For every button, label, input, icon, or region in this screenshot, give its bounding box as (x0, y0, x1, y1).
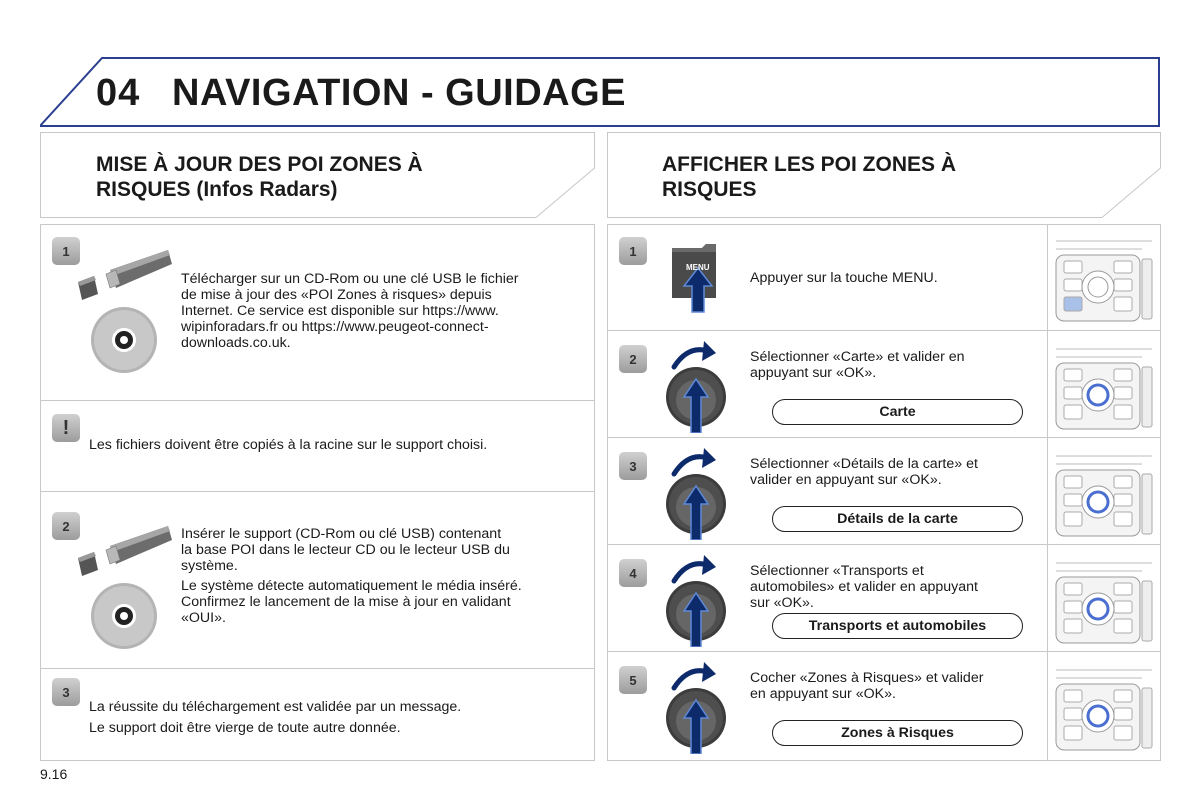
right-section-title: AFFICHER LES POI ZONES À RISQUES (662, 153, 957, 201)
divider (40, 400, 595, 401)
cd-rom-icon (90, 306, 158, 374)
chapter-title: NAVIGATION - GUIDAGE (172, 72, 627, 114)
page-number: 9.16 (40, 766, 68, 782)
control-panel-icon (1052, 444, 1158, 542)
divider (607, 437, 1161, 438)
menu-option-button[interactable]: Détails de la carte (772, 506, 1023, 532)
step-badge: 3 (52, 678, 80, 706)
step-badge: 5 (619, 666, 647, 694)
usb-stick-icon (76, 520, 176, 578)
step3-text-line2: Le support doit être vierge de toute autre donnée. (89, 720, 401, 736)
control-panel-icon (1052, 551, 1158, 649)
divider (607, 330, 1161, 331)
rotary-knob-icon (664, 444, 732, 540)
menu-option-button[interactable]: Carte (772, 399, 1023, 425)
divider (40, 668, 595, 669)
left-section-header (40, 132, 595, 218)
step3-text-line1: La réussite du téléchargement est validée par un message. (89, 699, 462, 715)
menu-option-button[interactable]: Transports et automobiles (772, 613, 1023, 639)
step-badge: 2 (619, 345, 647, 373)
right-step4-text: Sélectionner «Transports et automobiles» et valider en appuyant sur «OK». (750, 563, 978, 611)
step-badge: 1 (52, 237, 80, 265)
step1-text: Télécharger sur un CD-Rom ou une clé USB le fichier de mise à jour des «POI Zones à risques» depuis Internet. Ce service est disponible sur https://www. wipinforadars.fr ou https://www.peugeot-connect- downloads.co.uk. (181, 271, 519, 351)
step-badge: 4 (619, 559, 647, 587)
control-panel-icon (1052, 658, 1158, 756)
chapter-number: 04 (96, 72, 141, 114)
rotary-knob-icon (664, 337, 732, 433)
step2-text: Insérer le support (CD-Rom ou clé USB) contenant la base POI dans le lecteur CD ou le lecteur USB du système. Le système détecte automatiquement le média inséré. Confirmez le lancement de la mise à jour en validant «OUI». (181, 526, 522, 626)
rotary-knob-icon (664, 551, 732, 647)
divider (607, 651, 1161, 652)
warning-text: Les fichiers doivent être copiés à la racine sur le support choisi. (89, 437, 488, 453)
menu-key-icon (668, 242, 720, 314)
cd-rom-icon (90, 582, 158, 650)
right-step2-text: Sélectionner «Carte» et valider en appuyant sur «OK». (750, 349, 965, 381)
right-section-header (607, 132, 1161, 218)
step-badge: 1 (619, 237, 647, 265)
control-panel-icon (1052, 337, 1158, 435)
step-badge: 3 (619, 452, 647, 480)
divider (40, 491, 595, 492)
chapter-header (40, 56, 1161, 128)
right-step1-text: Appuyer sur la touche MENU. (750, 270, 938, 286)
menu-key-label: MENU (686, 263, 710, 272)
menu-option-button[interactable]: Zones à Risques (772, 720, 1023, 746)
warning-icon: ! (52, 414, 80, 442)
rotary-knob-icon (664, 658, 732, 754)
left-section-title: MISE À JOUR DES POI ZONES À RISQUES (Infos Radars) (96, 153, 423, 201)
usb-stick-icon (76, 244, 176, 302)
step-badge: 2 (52, 512, 80, 540)
divider (607, 544, 1161, 545)
right-step3-text: Sélectionner «Détails de la carte» et valider en appuyant sur «OK». (750, 456, 978, 488)
right-step5-text: Cocher «Zones à Risques» et valider en appuyant sur «OK». (750, 670, 984, 702)
divider (1047, 224, 1048, 761)
control-panel-icon (1052, 229, 1158, 327)
